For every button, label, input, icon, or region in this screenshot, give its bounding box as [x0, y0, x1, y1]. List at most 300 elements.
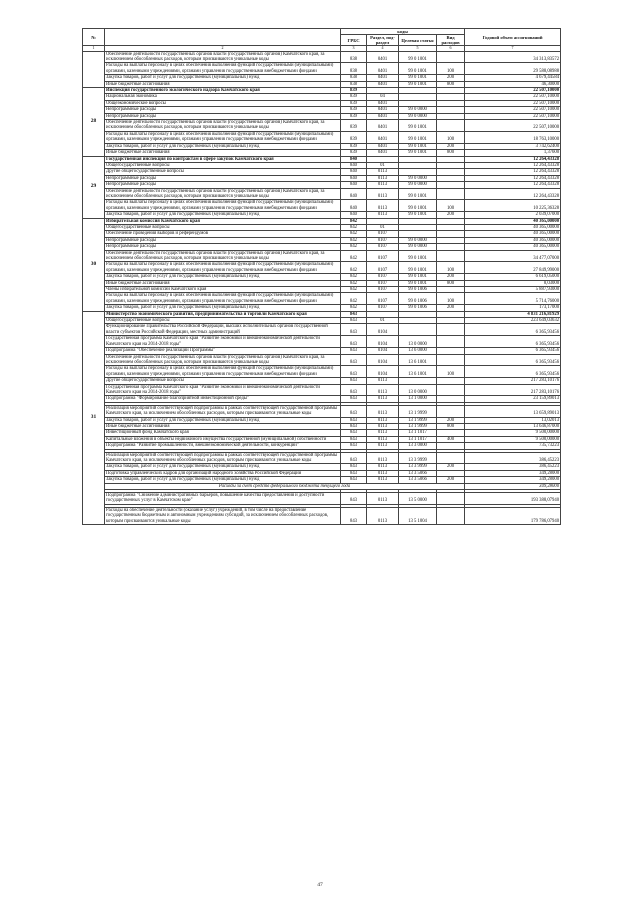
row-target-item: 13 5 0000 [399, 493, 437, 505]
row-target-item: 99 0 1001 [399, 150, 437, 156]
row-expense-type [437, 354, 465, 366]
row-section: 0401 [367, 63, 399, 75]
row-expense-type: 200 [437, 417, 465, 423]
header-name [105, 29, 341, 46]
row-target-item: 13 6 0000 [399, 348, 437, 354]
row-target-item: 99 0 0000 [399, 113, 437, 119]
header-expense-type: Вид расходов [437, 35, 465, 46]
budget-table [82, 28, 561, 525]
index-cell: 5 [399, 46, 437, 52]
table-body [83, 51, 561, 524]
row-name: Непрограммные расходы [105, 107, 341, 113]
row-target-item: 99 0 1006 [399, 293, 437, 305]
index-cell: 3 [341, 46, 367, 52]
row-target-item: 99 0 0000 [399, 107, 437, 113]
row-name: Обеспечение деятельности государственных органов власти (государственных органов) Камчатского края, за исключением обособленных расходов, которым присваиваются уникальные коды [105, 250, 341, 262]
row-grbs: 843 [341, 354, 367, 366]
row-grbs: 843 [341, 470, 367, 476]
row-expense-type [437, 250, 465, 262]
row-expense-type [437, 336, 465, 348]
row-expense-type [437, 324, 465, 336]
table-row [83, 354, 561, 366]
row-name: Члены избирательной комиссии Камчатского края [105, 287, 341, 293]
row-name: Инспекция государственного экологического надзора Камчатского края [105, 88, 341, 94]
row-amount: 23 159,89013 [465, 396, 561, 402]
table-row [83, 336, 561, 348]
row-grbs: 839 [341, 150, 367, 156]
row-section: 0113 [367, 464, 399, 470]
row-name: Расходы на обеспечение деятельности (оказание услуг) учреждений, в том числе на предоставление государственным бюджетным и автономным учреждениям субсидий, за исключением обособленных расходов, которым присваиваются уникальные коды [105, 507, 341, 524]
row-name: Другие общегосударственные вопросы [105, 169, 341, 175]
table-row [83, 507, 561, 524]
row-grbs: 840 [341, 156, 367, 162]
row-section: 01 [367, 318, 399, 324]
row-target-item: 99 0 1001 [399, 131, 437, 143]
row-name: Подпрограмма "Формирование благоприятной инвестиционной среды" [105, 396, 341, 402]
row-amount: 40 365,00000 [465, 237, 561, 243]
header-amount: Годовой объем ассигнований [465, 29, 561, 46]
row-section: 0113 [367, 200, 399, 212]
row-expense-type: 200 [437, 212, 465, 218]
row-name: Расходы на выплаты персоналу в целях обеспечения выполнения функций государственными (муниципальными) органами, казенными учреждениями, органами управления государственными внебюджетными фондами [105, 262, 341, 274]
row-section: 0401 [367, 75, 399, 81]
row-expense-type [437, 452, 465, 464]
row-section: 0107 [367, 244, 399, 250]
row-section: 0401 [367, 143, 399, 149]
row-amount: 349,28000 [465, 470, 561, 476]
row-target-item: 13 6 1001 [399, 354, 437, 366]
row-expense-type [437, 384, 465, 396]
row-name: Закупка товаров, работ и услуг для государственных (муниципальных) нужд [105, 477, 341, 483]
row-grbs: 843 [341, 493, 367, 505]
row-amount: 12 264,43328 [465, 169, 561, 175]
row-amount: 34 477,07000 [465, 250, 561, 262]
row-grbs: 840 [341, 175, 367, 181]
row-target-item: 99 0 1006 [399, 287, 437, 293]
row-name: Непрограммные расходы [105, 182, 341, 188]
row-expense-type: 100 [437, 200, 465, 212]
row-amount: 22 507,10000 [465, 94, 561, 100]
row-target-item: 13 3 9999 [399, 452, 437, 464]
row-grbs: 843 [341, 423, 367, 429]
row-section: 0113 [367, 378, 399, 384]
row-section: 0401 [367, 107, 399, 113]
row-grbs: 843 [341, 366, 367, 378]
row-grbs: 838 [341, 81, 367, 87]
row-expense-type: 800 [437, 150, 465, 156]
row-target-item: 99 0 1001 [399, 75, 437, 81]
row-expense-type: 200 [437, 75, 465, 81]
row-grbs: 842 [341, 218, 367, 224]
row-amount: 12 264,43328 [465, 188, 561, 200]
row-amount: 193 388,07940 [465, 493, 561, 505]
row-name: Непрограммные расходы [105, 175, 341, 181]
row-number: 28 [83, 88, 105, 156]
row-grbs: 843 [341, 324, 367, 336]
row-section: 0113 [367, 417, 399, 423]
row-amount: 735,73223 [465, 443, 561, 449]
row-grbs: 838 [341, 75, 367, 81]
row-amount: 46,30000 [465, 81, 561, 87]
row-amount: 5 887,93000 [465, 287, 561, 293]
row-section: 0104 [367, 366, 399, 378]
row-name: Избирательная комиссия Камчатского края [105, 218, 341, 224]
row-section: 0113 [367, 452, 399, 464]
row-amount: 223 649,03632 [465, 318, 561, 324]
row-name: Закупка товаров, работ и услуг для государственных (муниципальных) нужд [105, 417, 341, 423]
row-section: 0401 [367, 150, 399, 156]
row-name: Обеспечение деятельности государственных органов власти (государственных органов) Камчатского края, за исключением обособленных расходов, которым присваиваются уникальные коды [105, 188, 341, 200]
table-row [83, 452, 561, 464]
row-name: Министерство экономического развития, предпринимательства и торговли Камчатского края [105, 311, 341, 317]
row-name: Закупка товаров, работ и услуг для государственных (муниципальных) нужд [105, 143, 341, 149]
row-expense-type [437, 405, 465, 417]
row-target-item: 99 0 1001 [399, 81, 437, 87]
page-number: 47 [317, 882, 323, 888]
row-target-item: 13 1 9999 [399, 417, 437, 423]
row-amount: 9 500,00000 [465, 430, 561, 436]
row-target-item: 13 5 1004 [399, 507, 437, 524]
row-amount: 22 507,10000 [465, 120, 561, 132]
row-amount: 10 225,36328 [465, 200, 561, 212]
row-amount: 6 365,93456 [465, 354, 561, 366]
row-target-item: 99 0 1001 [399, 212, 437, 218]
row-grbs: 839 [341, 88, 367, 94]
row-name: Подпрограмма "Снижение административных барьеров, повышение качества предоставления и доступности государственных услуг в Камчатском крае" [105, 493, 341, 505]
row-amount: 22 507,10000 [465, 100, 561, 106]
row-expense-type: 100 [437, 366, 465, 378]
row-name: Непрограммные расходы [105, 237, 341, 243]
row-amount: 179 786,07940 [465, 507, 561, 524]
row-section: 0104 [367, 336, 399, 348]
row-name: Иные бюджетные ассигнования [105, 81, 341, 87]
row-section: 0107 [367, 237, 399, 243]
row-target-item: 99 0 1001 [399, 250, 437, 262]
row-target-item: 99 0 1001 [399, 274, 437, 280]
row-grbs: 843 [341, 430, 367, 436]
row-target-item: 13 3 9999 [399, 464, 437, 470]
row-name: Закупка товаров, работ и услуг для государственных (муниципальных) нужд [105, 464, 341, 470]
row-target-item: 13 6 1001 [399, 366, 437, 378]
row-number: 31 [83, 311, 105, 524]
row-amount: 217 283,10176 [465, 378, 561, 384]
index-cell: 7 [465, 46, 561, 52]
row-name: Инвестиционный фонд Камчатского края [105, 430, 341, 436]
row-expense-type: 800 [437, 280, 465, 286]
row-target-item: 13 1 9999 [399, 423, 437, 429]
header-target-item: Целевая статья [399, 35, 437, 46]
row-amount: 22 507,10000 [465, 88, 561, 94]
row-section: 0113 [367, 169, 399, 175]
row-grbs: 843 [341, 396, 367, 402]
row-section: 0104 [367, 324, 399, 336]
row-section: 01 [367, 162, 399, 168]
row-section: 0107 [367, 262, 399, 274]
row-target-item: 13 1 1017 [399, 436, 437, 442]
row-section: 0401 [367, 100, 399, 106]
row-target-item: 99 0 1001 [399, 51, 437, 63]
row-number: 30 [83, 218, 105, 311]
row-section: 0113 [367, 507, 399, 524]
table-row [83, 63, 561, 75]
row-amount: 22 507,10000 [465, 107, 561, 113]
row-grbs: 842 [341, 280, 367, 286]
row-expense-type: 400 [437, 436, 465, 442]
row-name: Национальная экономика [105, 94, 341, 100]
row-grbs: 838 [341, 51, 367, 63]
row-section: 0107 [367, 231, 399, 237]
row-name: Закупка товаров, работ и услуг для государственных (муниципальных) нужд [105, 305, 341, 311]
row-target-item: 99 0 1001 [399, 63, 437, 75]
row-amount: 6 365,93456 [465, 366, 561, 378]
row-target-item: 13 3 5066 [399, 477, 437, 483]
row-expense-type: 200 [437, 274, 465, 280]
row-grbs: 839 [341, 94, 367, 100]
row-target-item: 13 1 0000 [399, 396, 437, 402]
table-row [83, 120, 561, 132]
row-expense-type: 200 [437, 143, 465, 149]
row-expense-type: 800 [437, 423, 465, 429]
row-name: Общегосударственные вопросы [105, 318, 341, 324]
row-expense-type [437, 120, 465, 132]
row-name: Общегосударственные вопросы [105, 224, 341, 230]
row-name: Расходы на выплаты персоналу в целях обеспечения выполнения функций государственными (муниципальными) органами, казенными учреждениями, органами управления государственными внебюджетными фондами [105, 200, 341, 212]
row-amount: 12 264,43328 [465, 162, 561, 168]
row-name: Реализация мероприятий соответствующей подпрограммы в рамках соответствующей государственной программы Камчатского края, за исключением обособленных расходов, которым присваиваются уникальные коды [105, 452, 341, 464]
row-target-item: 99 0 1001 [399, 188, 437, 200]
row-grbs: 843 [341, 378, 367, 384]
row-amount: 12 264,43328 [465, 182, 561, 188]
row-section: 0107 [367, 287, 399, 293]
row-grbs: 842 [341, 224, 367, 230]
row-grbs: 840 [341, 188, 367, 200]
row-expense-type: 200 [437, 305, 465, 311]
index-cell: 6 [437, 46, 465, 52]
row-amount: 40 365,00000 [465, 244, 561, 250]
row-grbs: 839 [341, 113, 367, 119]
row-section: 0401 [367, 131, 399, 143]
row-section: 0113 [367, 188, 399, 200]
header-num: № [83, 29, 105, 46]
row-grbs: 842 [341, 244, 367, 250]
row-target-item: 13 0 0000 [399, 384, 437, 396]
table-row [83, 405, 561, 417]
row-amount: 217 283,10176 [465, 384, 561, 396]
table-row [83, 262, 561, 274]
row-target-item: 99 0 1001 [399, 200, 437, 212]
row-grbs: 843 [341, 452, 367, 464]
row-name: Закупка товаров, работ и услуг для государственных (муниципальных) нужд [105, 212, 341, 218]
row-grbs: 840 [341, 169, 367, 175]
row-name: Обеспечение деятельности государственных органов власти (государственных органов) Камчатского края, за исключением обособленных расходов, которым присваиваются уникальные коды [105, 354, 341, 366]
row-name: Обеспечение деятельности государственных органов власти (государственных органов) Камчатского края, за исключением обособленных расходов, которым присваиваются уникальные коды [105, 120, 341, 132]
row-target-item: 99 0 1001 [399, 143, 437, 149]
row-grbs: 843 [341, 477, 367, 483]
row-grbs: 843 [341, 384, 367, 396]
row-target-item: 99 0 0000 [399, 182, 437, 188]
row-grbs: 838 [341, 63, 367, 75]
row-section: 0113 [367, 430, 399, 436]
row-name: Иные бюджетные ассигнования [105, 150, 341, 156]
row-grbs: 842 [341, 293, 367, 305]
row-target-item: 99 0 1001 [399, 120, 437, 132]
row-section: 0107 [367, 280, 399, 286]
row-grbs: 839 [341, 120, 367, 132]
row-target-item: 13 1 1017 [399, 430, 437, 436]
row-section: 0113 [367, 470, 399, 476]
row-number [83, 51, 105, 87]
table-row [83, 324, 561, 336]
row-target-item: 99 0 0000 [399, 237, 437, 243]
row-section: 0107 [367, 293, 399, 305]
row-grbs: 842 [341, 237, 367, 243]
row-amount: 6 619,05000 [465, 274, 561, 280]
row-section: 0113 [367, 212, 399, 218]
index-cell: 2 [105, 46, 341, 52]
row-section: 0113 [367, 436, 399, 442]
row-name: Непрограммные расходы [105, 244, 341, 250]
row-amount: 2 039,07000 [465, 212, 561, 218]
row-amount: 6 365,93456 [465, 348, 561, 354]
table-header [83, 29, 561, 52]
table-row [83, 250, 561, 262]
row-grbs: 840 [341, 162, 367, 168]
row-amount: 40 365,00000 [465, 218, 561, 224]
row-amount: 18 763,10000 [465, 131, 561, 143]
row-name: Подпрограмма "Развитие промышленности, внешнеэкономической деятельности, конкуренции" [105, 443, 341, 449]
row-section: 04 [367, 94, 399, 100]
row-target-item: 13 1 9999 [399, 405, 437, 417]
table-row [83, 493, 561, 505]
row-grbs: 843 [341, 318, 367, 324]
row-amount: 3 742,62400 [465, 143, 561, 149]
row-name: Закупка товаров, работ и услуг для государственных (муниципальных) нужд [105, 75, 341, 81]
row-target-item [399, 324, 437, 336]
row-amount: 4 831 216,81929 [465, 311, 561, 317]
row-amount: 6 365,93456 [465, 336, 561, 348]
header-section: Раздел, под-раздел [367, 35, 399, 46]
row-section: 0107 [367, 305, 399, 311]
table-row [83, 293, 561, 305]
row-grbs: 842 [341, 305, 367, 311]
row-target-item: 99 0 0000 [399, 244, 437, 250]
table-row [83, 51, 561, 63]
table-row [83, 188, 561, 200]
row-section: 0113 [367, 423, 399, 429]
row-section: 0401 [367, 120, 399, 132]
table-row [83, 384, 561, 396]
row-section: 0107 [367, 250, 399, 262]
row-target-item: 99 0 1001 [399, 280, 437, 286]
row-grbs: 843 [341, 436, 367, 442]
row-name: Закупка товаров, работ и услуг для государственных (муниципальных) нужд [105, 274, 341, 280]
row-name: Общеэкономические вопросы [105, 100, 341, 106]
row-amount: 13 659,89013 [465, 405, 561, 417]
row-name: Другие общегосударственные вопросы [105, 378, 341, 384]
row-grbs: 839 [341, 100, 367, 106]
row-section: 01 [367, 224, 399, 230]
row-section: 0113 [367, 396, 399, 402]
row-name: Обеспечение проведения выборов и референдумов [105, 231, 341, 237]
row-target-item: 99 0 1001 [399, 262, 437, 274]
row-amount: 5 714,76000 [465, 293, 561, 305]
row-name: Государственная программа Камчатского края "Развитие экономики и внешнеэкономической деятельности Камчатского края на 2014-2018 годы" [105, 384, 341, 396]
row-grbs: 842 [341, 250, 367, 262]
row-expense-type: 800 [437, 81, 465, 87]
row-expense-type: 200 [437, 464, 465, 470]
row-section: 0401 [367, 81, 399, 87]
row-section: 0107 [367, 274, 399, 280]
row-grbs: 842 [341, 231, 367, 237]
row-section: 0104 [367, 354, 399, 366]
row-name: Реализация мероприятий соответствующей подпрограммы в рамках соответствующей государственной программы Камчатского края, за исключением обособленных расходов, которым присваиваются уникальные коды [105, 405, 341, 417]
row-section: 0113 [367, 443, 399, 449]
row-grbs: 839 [341, 143, 367, 149]
row-grbs: 840 [341, 200, 367, 212]
row-name: Функционирование Правительства Российской Федерации, высших исполнительных органов государственной власти субъектов Российской Федерации, местных администраций [105, 324, 341, 336]
table-row [83, 200, 561, 212]
row-target-item: 13 0 0000 [399, 336, 437, 348]
row-amount: 13,02013 [465, 417, 561, 423]
row-section: 0113 [367, 384, 399, 396]
row-expense-type [437, 493, 465, 505]
row-amount: 22 507,10000 [465, 113, 561, 119]
row-target-item: 99 0 1006 [399, 305, 437, 311]
row-expense-type: 100 [437, 131, 465, 143]
header-codes-group: коды [341, 29, 465, 35]
row-name: Государственная инспекция по контрактам в сфере закупок Камчатского края [105, 156, 341, 162]
row-grbs: 840 [341, 182, 367, 188]
index-cell: 1 [83, 46, 105, 52]
row-grbs: 843 [341, 311, 367, 317]
header-grbs: ГРБС [341, 35, 367, 46]
row-amount: 4 679,44584 [465, 75, 561, 81]
row-expense-type [437, 188, 465, 200]
row-grbs: 843 [341, 417, 367, 423]
row-amount: 27 849,99000 [465, 262, 561, 274]
row-section: 0113 [367, 175, 399, 181]
row-amount: 173,17000 [465, 305, 561, 311]
row-name: Расходы на выплаты персоналу в целях обеспечения выполнения функций государственными (муниципальными) органами, казенными учреждениями, органами управления государственными внебюджетными фондами [105, 366, 341, 378]
row-grbs: 842 [341, 262, 367, 274]
row-amount: 12 264,43328 [465, 156, 561, 162]
row-amount: 6 365,93456 [465, 324, 561, 336]
row-amount: 349,28000 [465, 477, 561, 483]
row-expense-type [437, 51, 465, 63]
row-grbs: 839 [341, 131, 367, 143]
row-name: Обеспечение деятельности государственных органов власти (государственных органов) Камчатского края, за исключением обособленных расходов, которым присваиваются уникальные коды [105, 51, 341, 63]
row-name: Общегосударственные вопросы [105, 162, 341, 168]
row-target-item: 13 3 0000 [399, 443, 437, 449]
row-section: 0104 [367, 348, 399, 354]
row-amount: 40 365,00000 [465, 231, 561, 237]
row-amount: 8,03000 [465, 280, 561, 286]
row-name: Капитальные вложения в объекты недвижимого имущества государственной (муниципальной) собственности [105, 436, 341, 442]
row-name: Расходы на выплаты персоналу в целях обеспечения выполнения функций государственными (муниципальными) органами, казенными учреждениями, органами управления государственными внебюджетными фондами [105, 63, 341, 75]
row-grbs: 843 [341, 348, 367, 354]
row-name: Подпрограмма "Обеспечение реализации Программы" [105, 348, 341, 354]
row-number: 29 [83, 156, 105, 218]
row-amount: 9 500,00000 [465, 436, 561, 442]
row-name: Иные бюджетные ассигнования [105, 423, 341, 429]
index-cell: 4 [367, 46, 399, 52]
row-expense-type: 100 [437, 293, 465, 305]
row-expense-type [437, 507, 465, 524]
row-grbs: 839 [341, 107, 367, 113]
row-section: 0113 [367, 405, 399, 417]
row-amount: 349,28000 [465, 483, 561, 489]
row-amount: 1,37600 [465, 150, 561, 156]
